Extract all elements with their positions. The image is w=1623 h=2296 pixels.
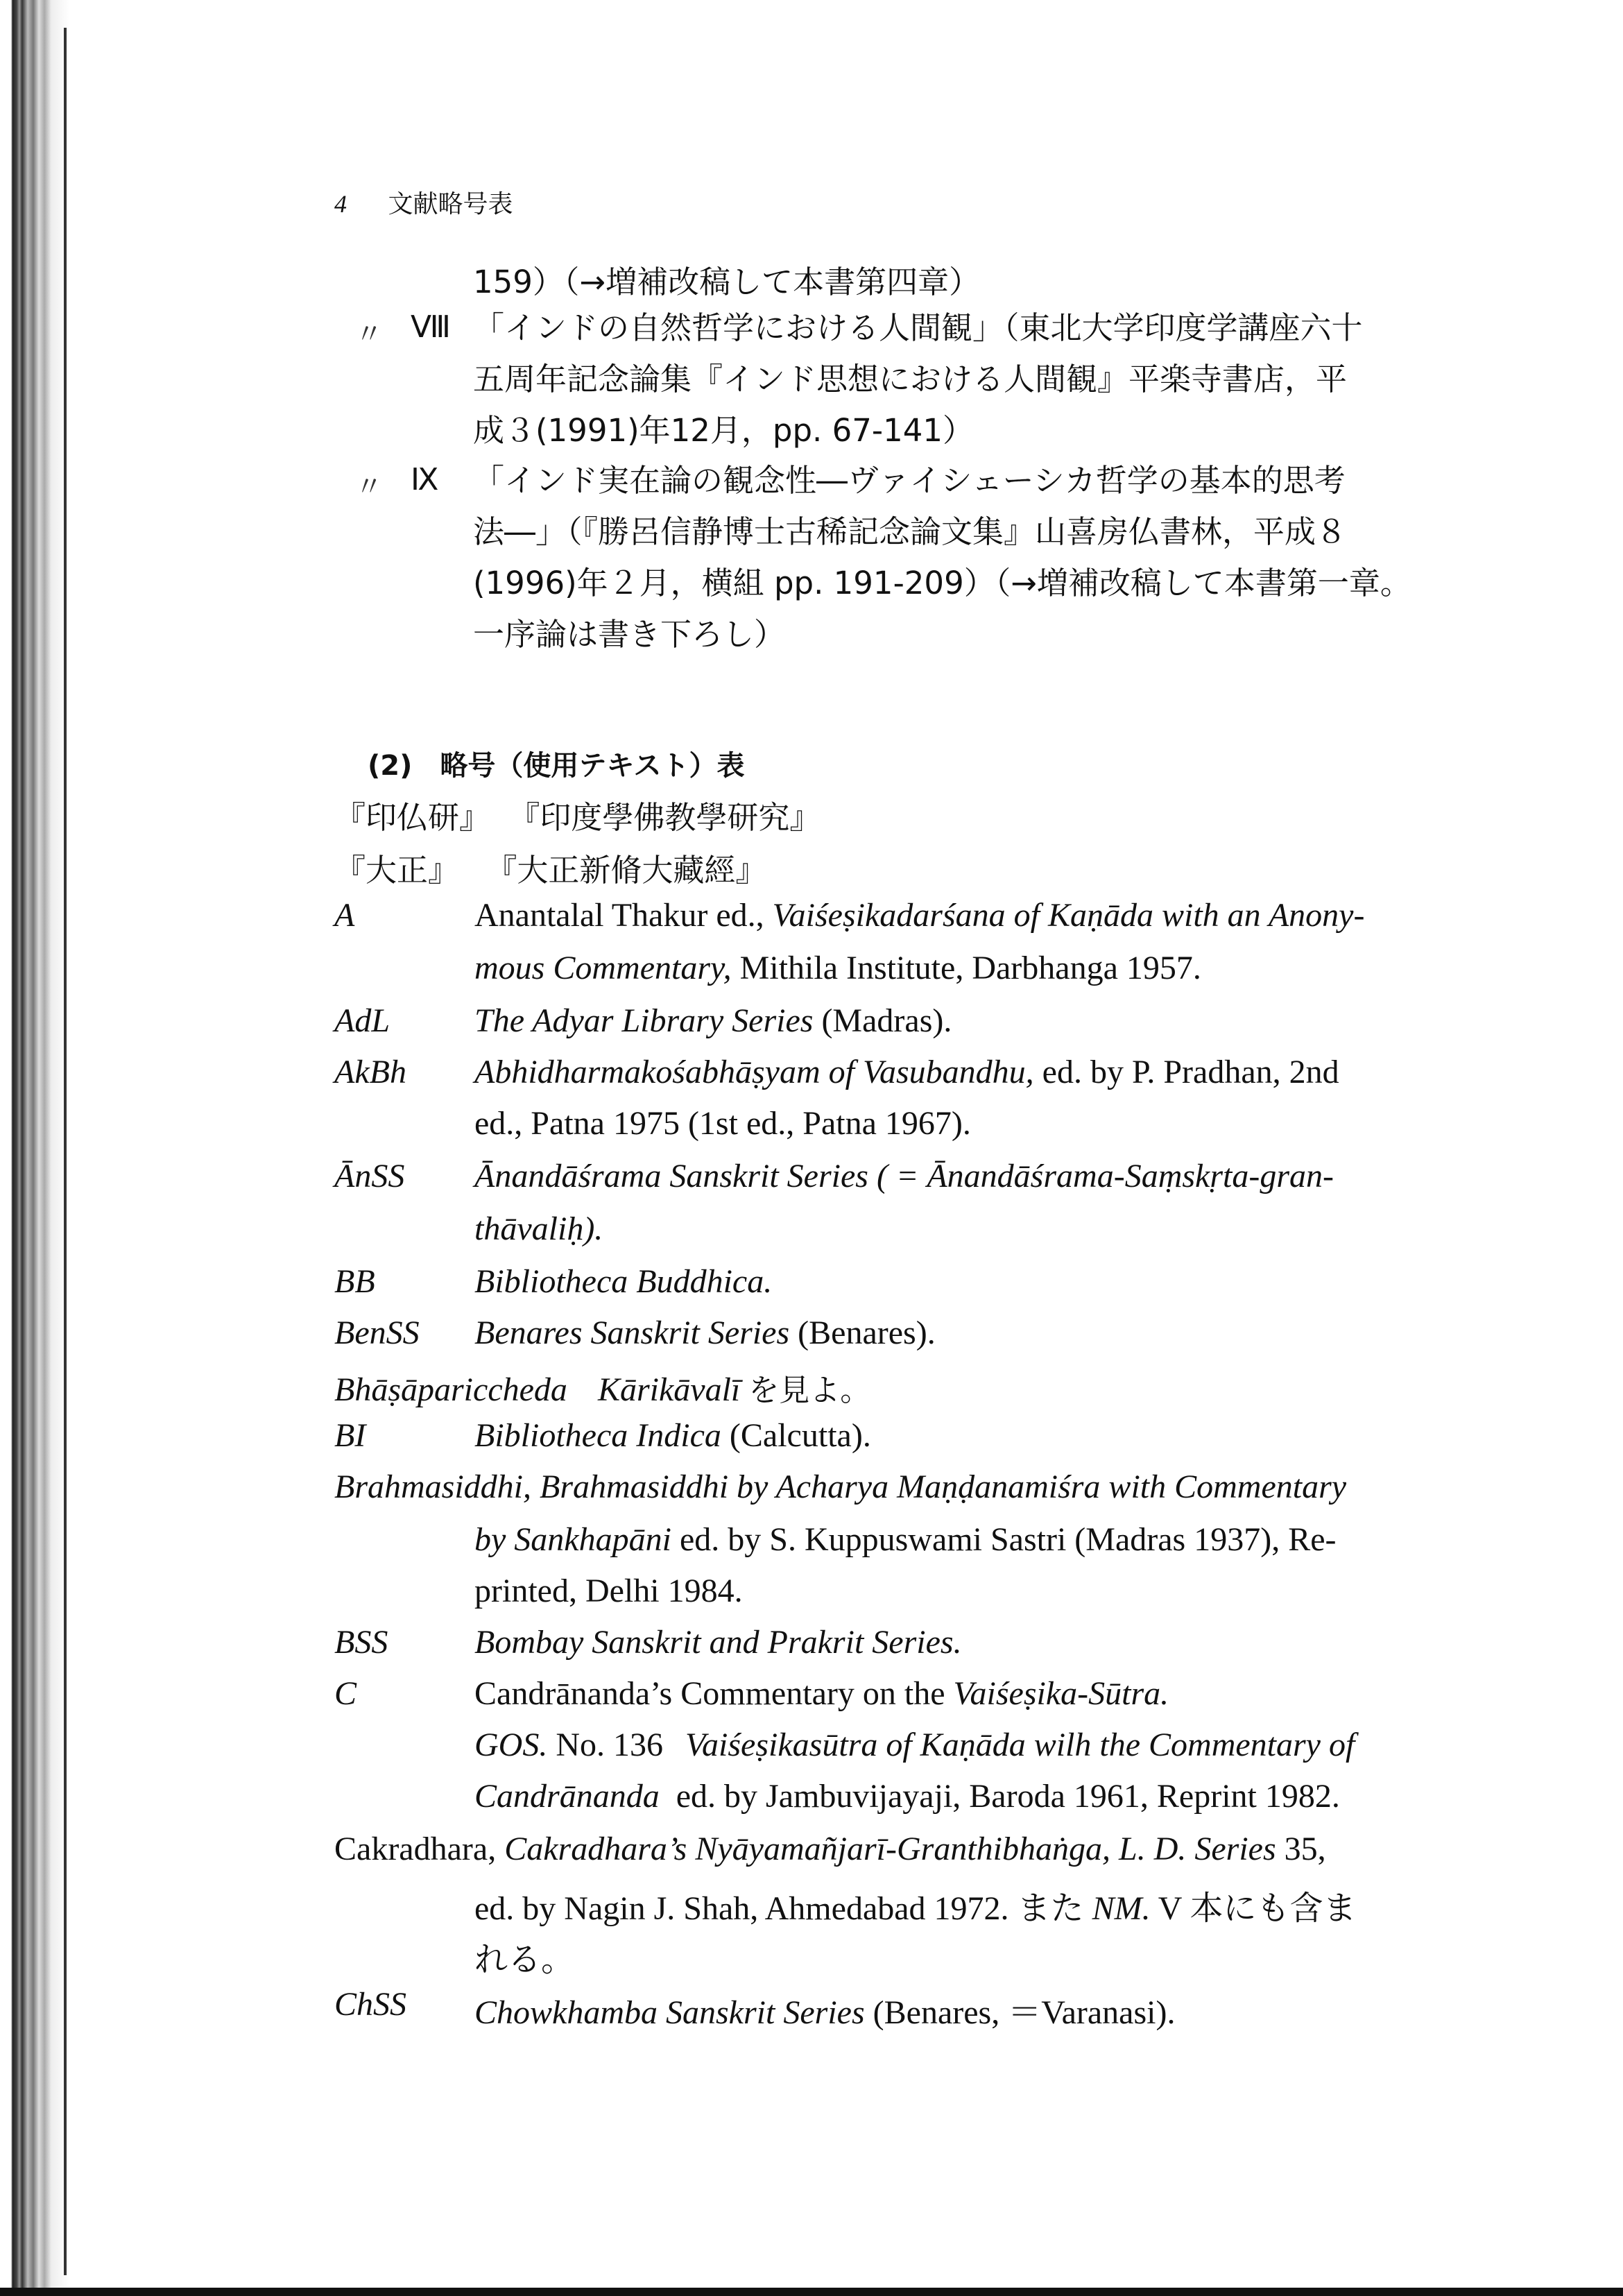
running-title: 文献略号表 — [388, 190, 513, 219]
entry-text: Bombay Sanskrit and Prakrit Series. — [474, 1624, 962, 1661]
entry-text: Anantalal Thakur ed., Vaiśeṣikadarśana of Kaṇāda with an Anony- — [474, 897, 1365, 934]
entry-text: ed., Patna 1975 (1st ed., Patna 1967). — [474, 1105, 971, 1142]
entry-abbr: Bhāṣāpariccheda — [334, 1371, 567, 1408]
bottom-rule — [0, 2288, 1623, 2296]
jp-entry-abbr: 『印仏研』 — [334, 799, 491, 836]
paper-line: 一序論は書き下ろし） — [473, 616, 786, 653]
jp-entry-abbr: 『大正』 — [334, 852, 460, 889]
entry-text: れる。 — [474, 1942, 575, 1978]
entry-abbr: AkBh — [334, 1054, 406, 1090]
entry-text: ed. by Nagin J. Shah, Ahmedabad 1972. また NM. V 本にも含ま — [474, 1890, 1357, 1927]
entry-abbr: BSS — [334, 1624, 388, 1661]
entry-text: by Sankhapāni ed. by S. Kuppuswami Sastri (Madras 1937), Re- — [474, 1521, 1337, 1558]
paper-line: 「インドの自然哲学における人間観」（東北大学印度学講座六十 — [473, 309, 1363, 346]
entry-text: Brahmasiddhi, Brahmasiddhi by Acharya Maṇḍanamiśra with Commentary — [334, 1468, 1347, 1505]
jp-entry-text: 『印度學佛教學研究』 — [508, 799, 821, 836]
entry-text: Bibliotheca Buddhica. — [474, 1263, 773, 1300]
paper-line: 五周年記念論集『インド思想における人間観』平楽寺書店，平 — [473, 361, 1348, 397]
entry-text: Cakradhara, Cakradhara’s Nyāyamañjarī-Granthibhaṅga, L. D. Series 35, — [334, 1831, 1326, 1867]
entry-text: The Adyar Library Series (Madras). — [474, 1002, 952, 1039]
paper-line: 「インド実在論の観念性―ヴァイシェーシカ哲学の基本的思考 — [473, 462, 1346, 499]
entry-text: Chowkhamba Sanskrit Series (Benares, ＝Varanasi). — [474, 1994, 1176, 2031]
paper-line: 成３(1991)年12月，pp. 67-141） — [473, 412, 974, 449]
entry-abbr: Cakradhara, — [334, 1831, 497, 1867]
entry-text: Candrānanda’s Commentary on the Vaiśeṣika-Sūtra. — [474, 1675, 1169, 1712]
entry-text: thāvaliḥ). — [474, 1210, 603, 1247]
entry-abbr: Brahmasiddhi, — [334, 1468, 532, 1505]
entry-text: Benares Sanskrit Series (Benares). — [474, 1314, 936, 1351]
entry-text: mous Commentary, Mithila Institute, Darbhanga 1957. — [474, 950, 1201, 986]
running-header — [334, 185, 513, 220]
jp-entry — [334, 792, 821, 837]
section-title: 略号（使用テキスト）表 — [440, 750, 745, 782]
entry-abbr: BenSS — [334, 1314, 420, 1351]
entry-text: Candrānanda ed. by Jambuvijayaji, Baroda 1961, Reprint 1982. — [474, 1778, 1340, 1815]
ditto-mark: 〃 — [355, 318, 383, 350]
spine-line — [64, 28, 67, 2275]
page-number: 4 — [334, 190, 347, 218]
entry-text: GOS. No. 136 Vaiśeṣikasūtra of Kaṇāda wilh the Commentary of — [474, 1727, 1355, 1763]
ditto-mark: 〃 — [355, 471, 383, 503]
book-spine-shadow — [0, 0, 69, 2296]
entry-text: Bhāṣāpariccheda Kārikāvalī を見よ。 — [334, 1371, 871, 1408]
paper-line: (1996)年２月，横組 pp. 191-209）（→増補改稿して本書第一章。 — [473, 565, 1411, 601]
entry-text: Bibliotheca Indica (Calcutta). — [474, 1417, 871, 1454]
entry-text: Abhidharmakośabhāṣyam of Vasubandhu, ed. by P. Pradhan, 2nd — [474, 1054, 1339, 1090]
entry-abbr: BI — [334, 1417, 366, 1454]
paper-numeral: Ⅸ — [411, 462, 439, 497]
jp-entry — [334, 845, 766, 890]
entry-abbr: A — [334, 897, 355, 934]
entry-abbr: BB — [334, 1263, 375, 1300]
section-number: (2) — [368, 750, 413, 782]
entry-abbr: ChSS — [334, 1986, 407, 2023]
section-heading — [368, 744, 745, 783]
jp-entry-text: 『大正新脩大藏經』 — [486, 852, 767, 889]
entry-abbr: C — [334, 1675, 357, 1712]
entry-abbr: AdL — [334, 1002, 390, 1039]
entry-text: printed, Delhi 1984. — [474, 1573, 743, 1609]
paper-numeral: Ⅷ — [411, 309, 451, 345]
entry-abbr: ĀnSS — [334, 1158, 405, 1194]
paper-continuation: 159）（→増補改稿して本書第四章） — [473, 264, 981, 300]
entry-text: Ānandāśrama Sanskrit Series ( = Ānandāśrama-Saṃskṛta-gran- — [474, 1158, 1334, 1194]
paper-line: 法―」（『勝呂信静博士古稀記念論文集』山喜房仏書林，平成８ — [473, 513, 1348, 550]
